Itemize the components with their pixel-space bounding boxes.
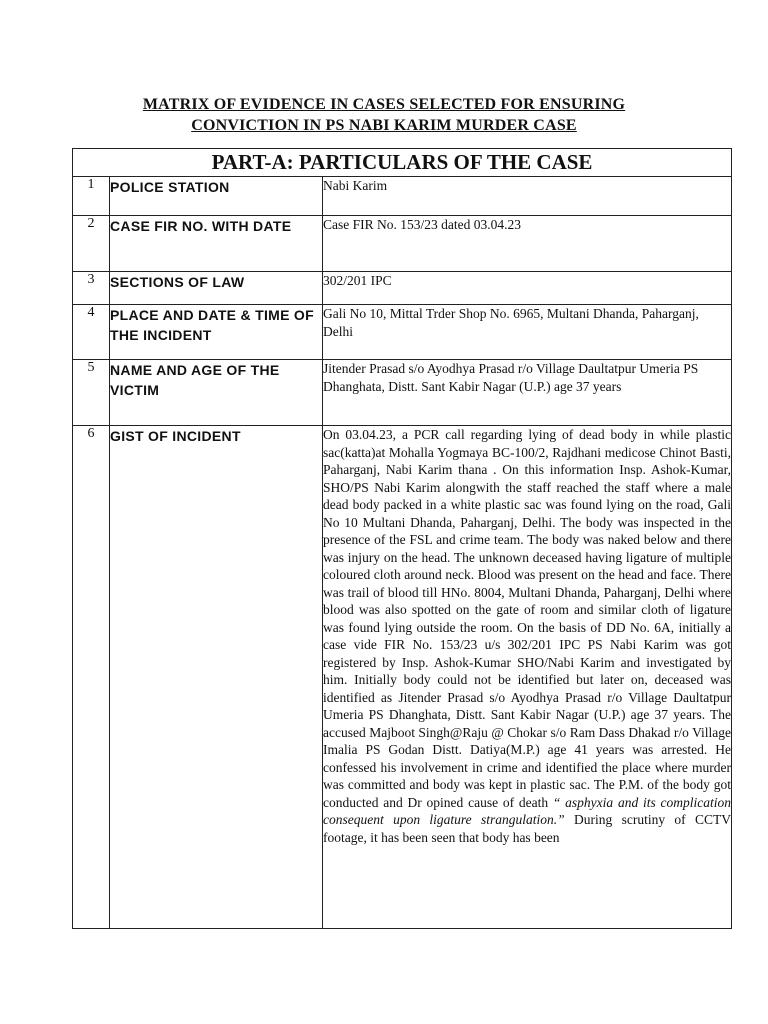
row-number: 3	[73, 272, 110, 305]
title-line-1: MATRIX OF EVIDENCE IN CASES SELECTED FOR ENSURING	[142, 96, 626, 113]
gist-of-incident-text	[323, 426, 732, 929]
row-value: Nabi Karim	[323, 177, 732, 216]
row-value: Jitender Prasad s/o Ayodhya Prasad r/o Village Daultatpur Umeria PS Dhanghata, Distt. Sant Kabir Nagar (U.P.) age 37 years	[323, 360, 732, 426]
part-heading-row	[73, 149, 732, 177]
row-label: SECTIONS OF LAW	[110, 272, 323, 305]
row-label: POLICE STATION	[110, 177, 323, 216]
table-row	[73, 305, 732, 360]
row-value: Gali No 10, Mittal Trder Shop No. 6965, Multani Dhanda, Paharganj, Delhi	[323, 305, 732, 360]
table-row	[73, 216, 732, 272]
gist-text-part-1: On 03.04.23, a PCR call regarding lying of dead body in while plastic sac(katta)at Mohalla Yogmaya BC-100/2, Rajdhani medicose Chinot Basti, Paharganj, Nabi Karim thana . On this information Insp. Ashok-Kumar, SHO/PS Nabi Karim alongwith the staff reached the staff where a male dead body packed in a white plastic sac was found lying on the road, Gali No 10 Multani Dhanda, Paharganj, Delhi. The body was inspected in the presence of the FSL and crime team. The body was naked below and there was injury on the head. The unknown deceased having ligature of multiple coloured cloth around neck. Blood was present on the head and face. There was trail of blood till HNo. 8004, Multani Dhanda, Paharganj, Delhi where blood was also spotted on the gate of room and similar cloth of ligature was found lying outside the room. On the basis of DD No. 6A, initially a case vide FIR No. 153/23 u/s 302/201 IPC PS Nabi Karim was got registered by Insp. Ashok-Kumar SHO/Nabi Karim and investigated by him. Initially body could not be identified but later on, deceased was identified as Jitender Prasad s/o Ayodhya Prasad r/o Village Daultatpur Umeria PS Dhanghata, Distt. Sant Kabir Nagar (U.P.) age 37 years. The accused Majboot Singh@Raju @ Chokar s/o Ram Dass Dhakad r/o Village Imalia PS Godan Distt. Datiya(M.P.) age 41 years was arrested. He confessed his involvement in crime and identified the place where murder was committed and body was kept in plastic sac. The P.M. of the body got conducted and Dr opined cause of death	[323, 427, 732, 810]
document-title	[72, 94, 696, 136]
row-number: 2	[73, 216, 110, 272]
row-value: Case FIR No. 153/23 dated 03.04.23	[323, 216, 732, 272]
row-label: CASE FIR NO. WITH DATE	[110, 216, 323, 272]
table-row	[73, 177, 732, 216]
row-value: 302/201 IPC	[323, 272, 732, 305]
row-label: NAME AND AGE OF THE VICTIM	[110, 360, 323, 426]
part-heading: PART-A: PARTICULARS OF THE CASE	[73, 149, 732, 177]
gist-text-part-2: During scrutiny of CCTV footage, it has been seen that body has been	[323, 812, 732, 845]
table-row	[73, 272, 732, 305]
row-number: 6	[73, 426, 110, 929]
row-label: GIST OF INCIDENT	[110, 426, 323, 929]
evidence-matrix-table	[72, 148, 732, 929]
cause-of-death-quote: “ asphyxia and its complication consequent upon ligature strangulation.”	[323, 794, 732, 827]
table-row	[73, 426, 732, 929]
table-row	[73, 360, 732, 426]
row-number: 5	[73, 360, 110, 426]
title-line-2: CONVICTION IN PS NABI KARIM MURDER CASE	[191, 117, 577, 134]
row-number: 4	[73, 305, 110, 360]
row-label: PLACE AND DATE & TIME OF THE INCIDENT	[110, 305, 323, 360]
row-number: 1	[73, 177, 110, 216]
